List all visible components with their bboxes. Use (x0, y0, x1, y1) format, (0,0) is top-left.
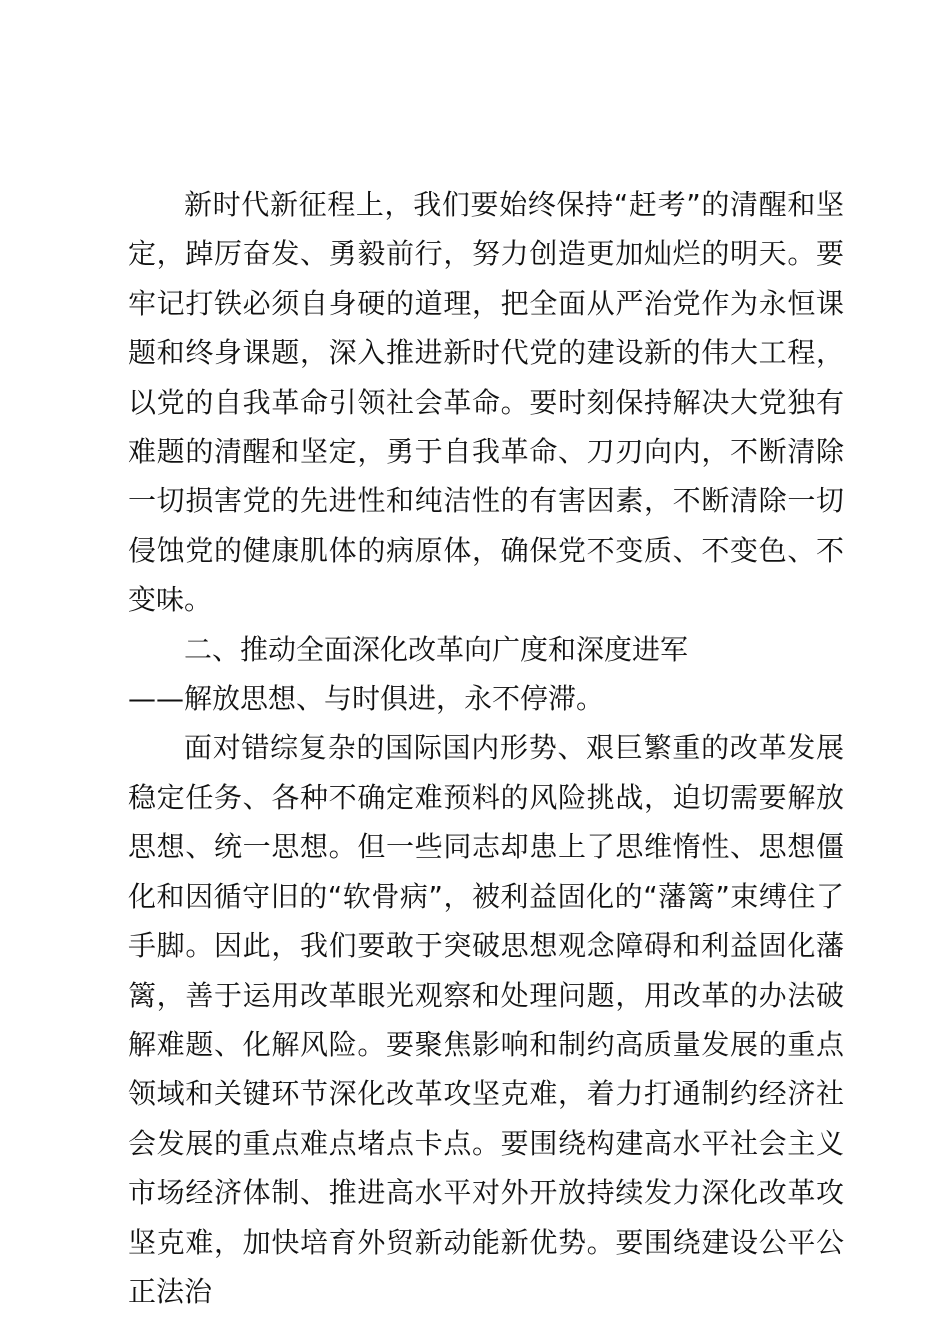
document-body (128, 180, 844, 1316)
section-subheading: ——解放思想、与时俱进，永不停滞。 (128, 682, 605, 716)
section-heading-reform: 二、推动全面深化改革向广度和深度进军 (184, 632, 689, 666)
paragraph-deepen-reform: 面对错综复杂的国际国内形势、艰巨繁重的改革发展稳定任务、各种不确定难预料的风险挑战，迫切需要解放思想、统一思想。但一些同志却患上了思维惰性、思想僵化和因循守旧的“软骨病”，被利益固化的“藩篱”束缚住了手脚。因此，我们要敢于突破思想观念障碍和利益固化藩篱，善于运用改革眼光观察和处理问题，用改革的办法破解难题、化解风险。要聚焦影响和制约高质量发展的重点领域和关键环节深化改革攻坚克难，着力打通制约经济社会发展的重点难点堵点卡点。要围绕构建高水平社会主义市场经济体制、推进高水平对外开放持续发力深化改革攻坚克难，加快培育外贸新动能新优势。要围绕建设公平公正法治 (128, 731, 844, 1308)
paragraph-party-building: 新时代新征程上，我们要始终保持“赶考”的清醒和坚定，踔厉奋发、勇毅前行，努力创造更加灿烂的明天。要牢记打铁必须自身硬的道理，把全面从严治党作为永恒课题和终身课题，深入推进新时代党的建设新的伟大工程，以党的自我革命引领社会革命。要时刻保持解决大党独有难题的清醒和坚定，勇于自我革命、刀刃向内，不断清除一切损害党的先进性和纯洁性的有害因素，不断清除一切侵蚀党的健康肌体的病原体，确保党不变质、不变色、不变味。 (128, 188, 844, 617)
